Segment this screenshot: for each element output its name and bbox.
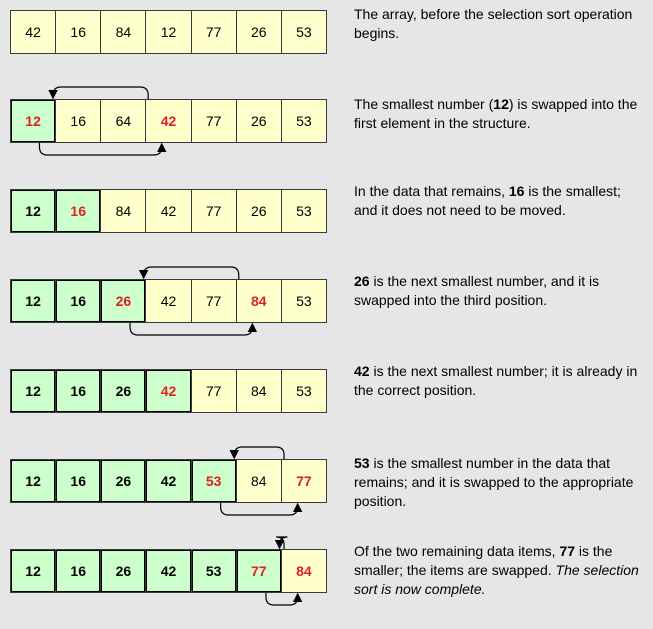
swap-arrow-bottom <box>130 323 252 335</box>
array-cell: 26 <box>101 370 146 412</box>
array-cell: 42 <box>146 460 191 502</box>
array-cell: 84 <box>101 11 146 53</box>
description-segment: ) is swapped into the first element in the structure. <box>354 96 638 131</box>
swap-arrow-top <box>53 87 148 99</box>
description-segment: In the data that remains, <box>354 183 509 199</box>
array-cell: 42 <box>146 100 191 142</box>
array-cell: 64 <box>101 100 146 142</box>
swap-arrow-top <box>144 267 239 279</box>
description-segment: The array, before the selection sort operation begins. <box>354 6 633 41</box>
array-cell: 16 <box>56 190 101 232</box>
array-cell: 26 <box>237 11 282 53</box>
array-cell: 84 <box>237 370 282 412</box>
swap-arrow-bottom <box>266 593 298 605</box>
array-cell: 84 <box>237 280 282 322</box>
array-cell: 12 <box>11 100 56 142</box>
array-cell: 84 <box>101 190 146 232</box>
description-segment: is the next smallest number, and it is swapped into the third position. <box>354 273 600 308</box>
array-cell: 42 <box>146 280 191 322</box>
array-cell: 16 <box>56 100 101 142</box>
description-segment: is the smallest number in the data that remains; and it is swapped to the appropriate position. <box>354 455 634 509</box>
array-cell: 84 <box>237 460 282 502</box>
array-cell: 42 <box>11 11 56 53</box>
array-cell: 16 <box>56 370 101 412</box>
description-segment: 77 <box>559 543 576 559</box>
description-segment: 16 <box>508 183 525 199</box>
description-segment: is the smaller; the items are swapped. <box>354 543 613 578</box>
array-cell: 53 <box>282 11 326 53</box>
array-cell: 26 <box>237 190 282 232</box>
array-cell: 77 <box>237 550 282 592</box>
array-cell: 12 <box>11 460 56 502</box>
array-cell: 77 <box>192 190 237 232</box>
array-cell: 26 <box>101 460 146 502</box>
array-cell: 26 <box>101 550 146 592</box>
array-cell: 53 <box>282 280 326 322</box>
array-cell: 12 <box>11 280 56 322</box>
array-cell: 77 <box>192 280 237 322</box>
description-segment: is the smallest; and it does not need to be moved. <box>354 183 621 218</box>
array-cell: 42 <box>146 550 191 592</box>
array-cell: 53 <box>282 190 326 232</box>
description-segment: The selection sort is now complete. <box>354 562 639 597</box>
array-cell: 16 <box>56 550 101 592</box>
swap-arrow-bottom <box>221 503 298 515</box>
array-cell: 12 <box>11 550 56 592</box>
array-cell: 26 <box>237 100 282 142</box>
array-cell: 42 <box>146 370 191 412</box>
description-segment: 42 <box>354 363 370 379</box>
array-cell: 53 <box>192 550 237 592</box>
array-cell: 12 <box>11 190 56 232</box>
swap-arrow-top <box>276 537 287 549</box>
swap-arrow-bottom <box>39 143 161 155</box>
array-cell: 77 <box>282 460 326 502</box>
description-segment: Of the two remaining data items, <box>354 543 560 559</box>
description-segment: is the next smallest number; it is already in the correct position. <box>354 363 638 398</box>
array-cell: 77 <box>192 11 237 53</box>
array-cell: 77 <box>192 370 237 412</box>
description-segment: 26 <box>354 273 370 289</box>
array-cell: 12 <box>11 370 56 412</box>
array-cell: 42 <box>146 190 191 232</box>
array-cell: 26 <box>101 280 146 322</box>
swap-arrow-top <box>234 447 284 459</box>
array-cell: 53 <box>282 100 326 142</box>
array-cell: 12 <box>146 11 191 53</box>
description-segment: 12 <box>493 96 509 112</box>
array-cell: 77 <box>192 100 237 142</box>
array-cell: 16 <box>56 460 101 502</box>
description-segment: 53 <box>354 455 370 471</box>
array-cell: 16 <box>56 280 101 322</box>
array-cell: 53 <box>192 460 237 502</box>
array-cell: 53 <box>282 370 326 412</box>
array-cell: 84 <box>282 550 326 592</box>
array-cell: 16 <box>56 11 101 53</box>
description-segment: The smallest number ( <box>354 96 494 112</box>
